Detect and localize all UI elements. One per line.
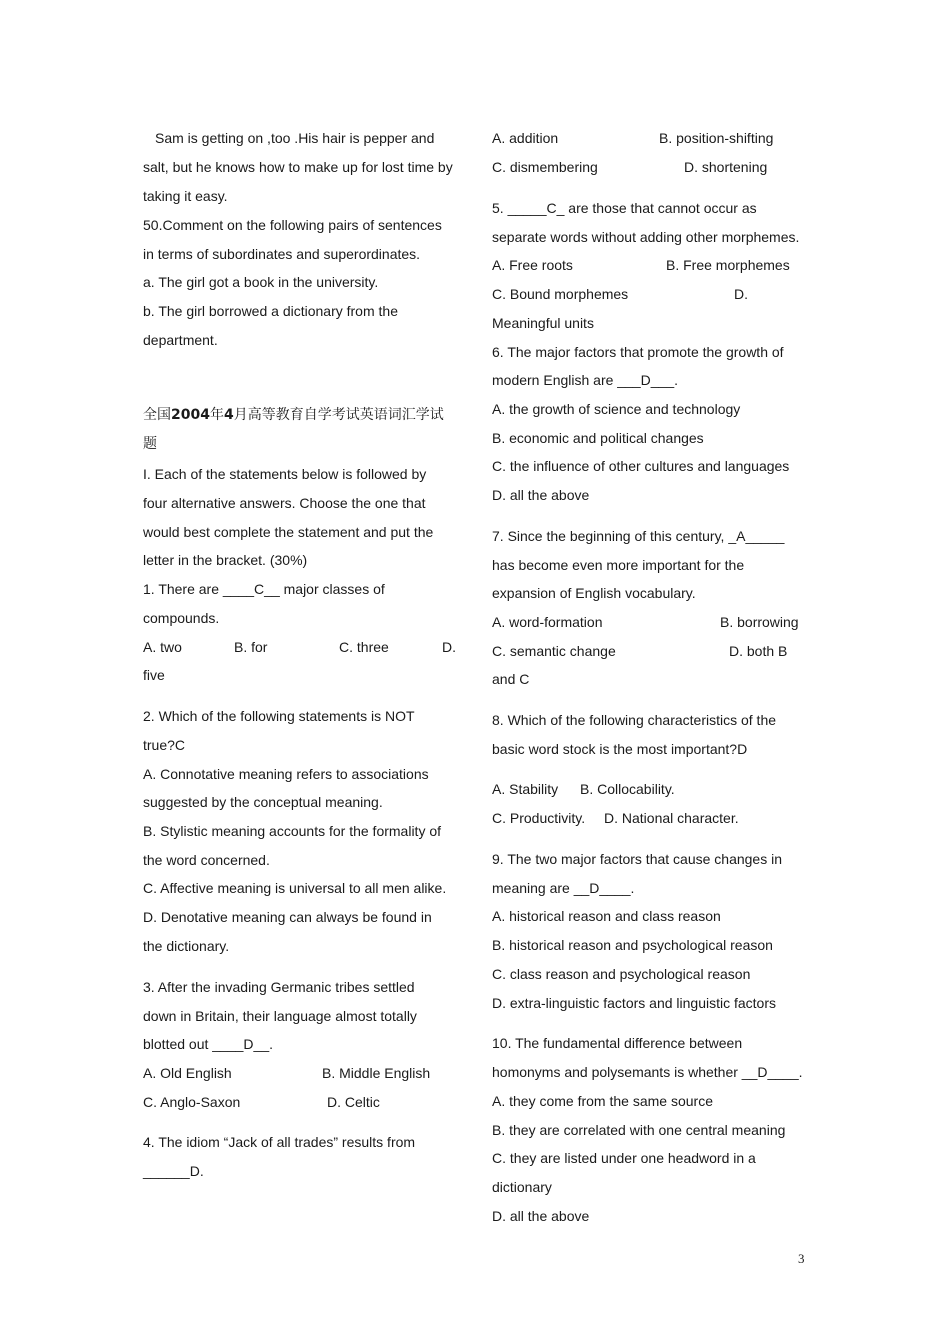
intro-line: Sam is getting on ,too .His hair is pepper and (155, 130, 435, 146)
question-1-option-a: A. two (143, 639, 182, 655)
question-1-text: compounds. (143, 610, 220, 626)
question-10-option: A. they come from the same source (492, 1093, 713, 1109)
question-9-option: B. historical reason and psychological reason (492, 937, 773, 953)
question-6-option: B. economic and political changes (492, 430, 704, 446)
question-8-option-b: B. Collocability. (580, 781, 675, 797)
question-4-text: 4. The idiom “Jack of all trades” results from (143, 1134, 416, 1150)
question-10-option: dictionary (492, 1179, 552, 1195)
question-5-option-c: C. Bound morphemes (492, 286, 629, 302)
question-1-option-b: B. for (234, 639, 268, 655)
question-7-option-d: D. both B (729, 643, 788, 659)
question-8-option-a: A. Stability (492, 781, 559, 797)
question-4-option-d: D. shortening (684, 159, 768, 175)
question-2-option: A. Connotative meaning refers to associations (143, 766, 429, 782)
question-10-option: D. all the above (492, 1208, 590, 1224)
question-1-option-c: C. three (339, 639, 389, 655)
question-50-text: in terms of subordinates and superordinates. (143, 246, 421, 262)
question-4-option-c: C. dismembering (492, 159, 598, 175)
question-7-text: expansion of English vocabulary. (492, 585, 696, 601)
question-2-option: B. Stylistic meaning accounts for the formality of (143, 823, 442, 839)
exam-title-month: 4 (223, 407, 234, 423)
exam-title-year: 2004 (171, 407, 210, 423)
question-3-option-d: D. Celtic (327, 1094, 380, 1110)
question-9-option: D. extra-linguistic factors and linguistic factors (492, 995, 776, 1011)
instructions-line: I. Each of the statements below is followed by (143, 466, 427, 482)
question-2-text: 2. Which of the following statements is NOT (143, 708, 415, 724)
question-5-option-d-wrap: Meaningful units (492, 315, 594, 331)
question-3-text: 3. After the invading Germanic tribes settled (143, 979, 415, 995)
question-6-text: modern English are ___D___. (492, 372, 679, 388)
instructions-line: would best complete the statement and put the (143, 524, 434, 540)
question-3-text: down in Britain, their language almost totally (143, 1008, 417, 1024)
intro-line: taking it easy. (143, 188, 228, 204)
question-10-text: 10. The fundamental difference between (492, 1035, 743, 1051)
question-6-option: D. all the above (492, 487, 590, 503)
instructions-line: four alternative answers. Choose the one that (143, 495, 426, 511)
question-8-text: 8. Which of the following characteristics of the (492, 712, 777, 728)
question-7-option-a: A. word-formation (492, 614, 603, 630)
page-number: 3 (798, 1251, 805, 1266)
question-2-text: true?C (143, 737, 186, 753)
question-1-option-d-wrap: five (143, 667, 165, 683)
question-1-text: 1. There are ____C__ major classes of (143, 581, 385, 597)
question-4-option-b: B. position-shifting (659, 130, 774, 146)
question-8-option-c: C. Productivity. (492, 810, 586, 826)
question-4-option-a: A. addition (492, 130, 559, 146)
question-50-sentence-b: department. (143, 332, 218, 348)
question-10-option: B. they are correlated with one central meaning (492, 1122, 786, 1138)
question-50-sentence-b: b. The girl borrowed a dictionary from the (143, 303, 398, 319)
question-4-text: ______D. (143, 1163, 204, 1179)
question-7-text: has become even more important for the (492, 557, 745, 573)
question-5-option-d: D. (734, 286, 748, 302)
question-10-option: C. they are listed under one headword in a (492, 1150, 756, 1166)
question-7-option-d-wrap: and C (492, 671, 530, 687)
exam-title-part: 月高等教育自学考试英语词汇学试 (233, 407, 444, 423)
exam-title-part: 年 (209, 407, 224, 423)
question-50-text: 50.Comment on the following pairs of sentences (143, 217, 442, 233)
question-9-text: meaning are __D____. (492, 880, 635, 896)
question-3-option-b: B. Middle English (322, 1065, 431, 1081)
question-2-option: the word concerned. (143, 852, 270, 868)
question-6-text: 6. The major factors that promote the growth of (492, 344, 784, 360)
question-7-option-c: C. semantic change (492, 643, 616, 659)
question-9-option: A. historical reason and class reason (492, 908, 721, 924)
question-3-option-c: C. Anglo-Saxon (143, 1094, 241, 1110)
question-5-option-a: A. Free roots (492, 257, 573, 273)
question-9-option: C. class reason and psychological reason (492, 966, 751, 982)
question-7-text: 7. Since the beginning of this century, _A_____ (492, 528, 785, 544)
exam-title-part: 全国 (143, 407, 171, 423)
question-5-option-b: B. Free morphemes (666, 257, 790, 273)
question-2-option: C. Affective meaning is universal to all men alike. (143, 880, 447, 896)
question-5-text: 5. _____C_ are those that cannot occur as (492, 200, 757, 216)
question-3-text: blotted out ____D__. (143, 1036, 273, 1052)
question-2-option: suggested by the conceptual meaning. (143, 794, 383, 810)
question-8-option-d: D. National character. (604, 810, 739, 826)
question-50-sentence-a: a. The girl got a book in the university. (143, 274, 379, 290)
instructions-line: letter in the bracket. (30%) (143, 552, 308, 568)
exam-title-wrap: 题 (143, 436, 157, 452)
question-2-option: D. Denotative meaning can always be found in (143, 909, 432, 925)
question-8-text: basic word stock is the most important?D (492, 741, 748, 757)
question-2-option: the dictionary. (143, 938, 230, 954)
intro-line: salt, but he knows how to make up for lost time by (143, 159, 453, 175)
question-6-option: C. the influence of other cultures and languages (492, 458, 790, 474)
exam-title (143, 406, 444, 424)
question-10-text: homonyms and polysemants is whether __D____. (492, 1064, 803, 1080)
question-1-option-d: D. (442, 639, 456, 655)
question-3-option-a: A. Old English (143, 1065, 232, 1081)
question-9-text: 9. The two major factors that cause changes in (492, 851, 783, 867)
question-5-text: separate words without adding other morphemes. (492, 229, 800, 245)
question-7-option-b: B. borrowing (720, 614, 799, 630)
question-6-option: A. the growth of science and technology (492, 401, 741, 417)
